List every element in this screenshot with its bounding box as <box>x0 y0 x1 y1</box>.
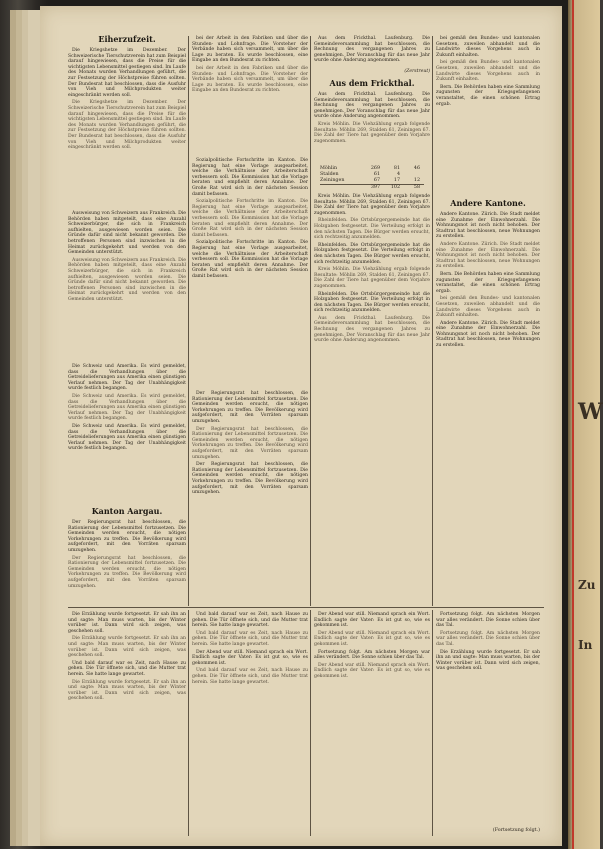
article-paragraph: Der Abend war still. Niemand sprach ein Wort. Endlich sagte der Vater: Es ist gut so, wie es gekommen ist. <box>314 630 430 647</box>
column-rule <box>432 610 433 836</box>
table-cell: 12 <box>413 178 420 183</box>
article-paragraph: Andere Kantone. Zürich. Die Stadt meldet eine Zunahme der Einwohnerzahl. Die Wohnungsnot ist noch nicht behoben. Der Stadtrat hat beschlossen, neue Wohnungen zu erstellen. <box>436 212 540 240</box>
article-column-2-mid <box>192 158 308 388</box>
article-paragraph: Und bald darauf war es Zeit, nach Hause zu gehen. Die Tür öffnete sich, und die Mutter trat herein. Sie hatte lange gewartet. <box>192 668 308 685</box>
article-column-1-low <box>68 364 186 504</box>
article-paragraph: Sozialpolitische Fortschritte im Kanton. Die Regierung hat eine Vorlage ausgearbeitet, welche die Verhältnisse der Arbeiterschaft verbessern soll. Die Kommission hat die Vorlage beraten und empfiehlt deren Annahme. Der Große Rat wird sich in der nächsten Session damit befassen. <box>192 199 308 238</box>
article-column-4-top <box>436 36 540 196</box>
table-row <box>320 184 424 191</box>
table-cell: 17 <box>393 178 400 183</box>
article-paragraph: Rheinfelden. Die Ortsbürgergemeinde hat die Holzgaben festgesetzt. Die Verteilung erfolgt in den nächsten Tagen. Die Bürger werden ersucht, sich rechtzeitig anzumelden. <box>314 291 430 314</box>
margin-red-line <box>572 0 574 849</box>
article-paragraph: Rheinfelden. Die Ortsbürgergemeinde hat die Holzgaben festgesetzt. Die Verteilung erfolgt in den nächsten Tagen. Die Bürger werden ersucht, sich rechtzeitig anzumelden. <box>314 218 430 241</box>
article-paragraph: Und bald darauf war es Zeit, nach Hause zu gehen. Die Tür öffnete sich, und die Mutter trat herein. Sie hatte lange gewartet. <box>192 630 308 647</box>
column-rule <box>188 610 189 836</box>
column-rule <box>310 610 311 836</box>
newspaper-page <box>40 6 562 846</box>
article-paragraph: Der Abend war still. Niemand sprach ein Wort. Endlich sagte der Vater: Es ist gut so, wie es gekommen ist. <box>314 662 430 679</box>
article-column-2-low <box>192 391 308 603</box>
article-paragraph: Der Regierungsrat hat beschlossen, die Rationierung der Lebensmittel fortzusetzen. Die Gemeinden werden ersucht, die nötigen Vorkehrungen zu treffen. Die Bevölkerung wird aufgefordert, mit den Vorräten sparsam umzugehen. <box>192 426 308 460</box>
article-paragraph: bei der Arbeit in den Fabriken und über die Stunden- und Lohnfrage. Die Vorsteher der Verbände haben sich versammelt, um über die Lage zu beraten. Es wurde beschlossen, eine Eingabe an den Bundesrat zu richten. <box>192 36 308 64</box>
feuilleton-column-3 <box>314 612 430 836</box>
article-paragraph: Der Regierungsrat hat beschlossen, die Rationierung der Lebensmittel fortzusetzen. Die Gemeinden werden ersucht, die nötigen Vorkehrungen zu treffen. Die Bevölkerung wird aufgefordert, mit den Vorräten sparsam umzugehen. <box>68 555 186 589</box>
article-paragraph: bei gemäß den Bundes- und kantonalen Gesetzen, zuweilen abhandelt und die Landwirte dieses Vorgehens auch in Zukunft einhalten. <box>436 36 540 58</box>
article-paragraph: Die Erzählung wurde fortgesetzt. Er sah ihn an und sagte: Man muss warten, bis der Winter vorüber ist. Dann wird sich zeigen, was geschehen soll. <box>68 679 186 702</box>
article-column-1-mid <box>68 211 186 361</box>
table-cell: 61 <box>373 172 380 177</box>
headline-eisenpreis: Eiherzufzeit. <box>98 34 156 44</box>
article-paragraph: Die Kriegshetze im Dezember. Der Schweizerische Tierschutzverein hat zum Beispiel darauf hingewiesen, dass die Preise für die wichtigsten Lebensmittel gestiegen sind. Im Laufe des Monats wurden Verhandlungen geführt, die zur Festsetzung der Höchstpreise führen sollten. Der Bundesrat hat beschlossen, dass die Ausfuhr von Vieh und Milchprodukten weiter eingeschränkt werden soll. <box>68 100 187 151</box>
facing-page-letter: Zu <box>578 578 596 592</box>
article-paragraph: Rheinfelden. Die Ortsbürgergemeinde hat die Holzgaben festgesetzt. Die Verteilung erfolgt in den nächsten Tagen. Die Bürger werden ersucht, sich rechtzeitig anzumelden. <box>314 242 430 265</box>
table-cell: 397 <box>370 185 380 190</box>
feuilleton-column-2 <box>192 612 308 836</box>
table-cell-place: Zeiningen <box>320 178 345 183</box>
article-paragraph: Die Kriegshetze im Dezember. Der Schweizerische Tierschutzverein hat zum Beispiel darauf hingewiesen, dass die Preise für die wichtigsten Lebensmittel gestiegen sind. Im Laufe des Monats wurden Verhandlungen geführt, die zur Festsetzung der Höchstpreise führen sollten. Der Bundesrat hat beschlossen, dass die Ausfuhr von Vieh und Milchprodukten weiter eingeschränkt werden soll. <box>68 48 187 98</box>
table-cell: 58 <box>413 185 420 190</box>
article-paragraph: Kreis Möhlin. Die Viehzählung ergab folgende Resultate: Möhlin 269, Stalden 61, Zeiningen 67. Die Zahl der Tiere hat gegenüber dem Vorjahre zugenommen. <box>314 121 430 144</box>
article-paragraph: Die Schweiz und Amerika. Es wird gemeldet, dass die Verhandlungen über die Getreidelieferungen aus Amerika einen günstigen Verlauf nehmen. Der Tag der Unabhängigkeit wurde festlich begangen. <box>68 423 186 452</box>
table-row <box>320 178 424 184</box>
article-paragraph: Fortsetzung folgt. Am nächsten Morgen war alles verändert. Die Sonne schien über das Tal. <box>314 649 430 661</box>
table-cell: 269 <box>370 166 380 171</box>
article-column-4-mid <box>436 212 540 604</box>
article-paragraph: Ausweisung von Schweizern aus Frankreich. Die Behörden haben mitgeteilt, dass eine Anzahl Schweizerbürger, die sich in Frankreich aufhielten, ausgewiesen worden seien. Die Gründe dafür sind nicht bekannt geworden. Die betroffenen Personen sind inzwischen in die Heimat zurückgekehrt und werden von den Gemeinden unterstützt. <box>68 257 186 302</box>
article-paragraph: Andere Kantone. Zürich. Die Stadt meldet eine Zunahme der Einwohnerzahl. Die Wohnungsnot ist noch nicht behoben. Der Stadtrat hat beschlossen, neue Wohnungen zu erstellen. <box>436 241 540 270</box>
table-cell-place <box>320 185 360 191</box>
article-paragraph: Bern. Die Behörden haben eine Sammlung zugunsten der Kriegsgefangenen veranstaltet, die einen schönen Ertrag ergab. <box>436 84 540 107</box>
article-paragraph: Bern. Die Behörden haben eine Sammlung zugunsten der Kriegsgefangenen veranstaltet, die einen schönen Ertrag ergab. <box>436 271 540 294</box>
table-cell: 102 <box>390 185 400 190</box>
facing-page-letter: W <box>578 399 603 425</box>
article-paragraph: Kreis Möhlin. Die Viehzählung ergab folgende Resultate: Möhlin 269, Stalden 61, Zeiningen 67. Die Zahl der Tiere hat gegenüber dem Vorjahre zugenommen. <box>314 194 430 216</box>
headline-frickthal: Aus dem Frickthal. <box>329 78 415 88</box>
continuation-note: (Fortsetzung folgt.) <box>492 828 540 833</box>
article-paragraph: Aus dem Frickthal. Laufenburg. Die Gemeindeversammlung hat beschlossen, die Rechnung des vergangenen Jahres zu genehmigen. Der Voranschlag für das neue Jahr wurde ohne Änderung angenommen. <box>314 315 430 344</box>
article-paragraph: Aus dem Frickthal. Laufenburg. Die Gemeindeversammlung hat beschlossen, die Rechnung des vergangenen Jahres zu genehmigen. Der Voranschlag für das neue Jahr wurde ohne Änderung angenommen. <box>314 92 430 120</box>
column-rule <box>310 36 311 606</box>
article-paragraph: Die Erzählung wurde fortgesetzt. Er sah ihn an und sagte: Man muss warten, bis der Winter vorüber ist. Dann wird sich zeigen, was geschehen soll. <box>68 612 186 634</box>
article-paragraph: Der Regierungsrat hat beschlossen, die Rationierung der Lebensmittel fortzusetzen. Die Gemeinden werden ersucht, die nötigen Vorkehrungen zu treffen. Die Bevölkerung wird aufgefordert, mit den Vorräten sparsam umzugehen. <box>68 520 186 553</box>
livestock-table <box>320 166 424 191</box>
article-signature: (Zerstreut) <box>404 68 430 74</box>
table-cell: 4 <box>396 172 400 177</box>
table-cell: 46 <box>413 166 420 171</box>
article-paragraph: Der Regierungsrat hat beschlossen, die Rationierung der Lebensmittel fortzusetzen. Die Gemeinden werden ersucht, die nötigen Vorkehrungen zu treffen. Die Bevölkerung wird aufgefordert, mit den Vorräten sparsam umzugehen. <box>192 391 308 424</box>
article-paragraph: bei gemäß den Bundes- und kantonalen Gesetzen, zuweilen abhandelt und die Landwirte dieses Vorgehens auch in Zukunft einhalten. <box>436 60 540 83</box>
article-paragraph: Der Regierungsrat hat beschlossen, die Rationierung der Lebensmittel fortzusetzen. Die Gemeinden werden ersucht, die nötigen Vorkehrungen zu treffen. Die Bevölkerung wird aufgefordert, mit den Vorräten sparsam umzugehen. <box>192 462 308 496</box>
feuilleton-column-1 <box>68 612 186 836</box>
feuilleton-column-4 <box>436 612 540 826</box>
article-paragraph: Fortsetzung folgt. Am nächsten Morgen war alles verändert. Die Sonne schien über das Tal. <box>436 612 540 629</box>
article-paragraph: bei der Arbeit in den Fabriken und über die Stunden- und Lohnfrage. Die Vorsteher der Verbände haben sich versammelt, um über die Lage zu beraten. Es wurde beschlossen, eine Eingabe an den Bundesrat zu richten. <box>192 65 308 94</box>
table-cell-place: Stalden <box>320 172 339 177</box>
article-paragraph: bei gemäß den Bundes- und kantonalen Gesetzen, zuweilen abhandelt und die Landwirte dieses Vorgehens auch in Zukunft einhalten. <box>436 296 540 319</box>
article-paragraph: Andere Kantone. Zürich. Die Stadt meldet eine Zunahme der Einwohnerzahl. Die Wohnungsnot ist noch nicht behoben. Der Stadtrat hat beschlossen, neue Wohnungen zu erstellen. <box>436 320 540 349</box>
article-paragraph: Ausweisung von Schweizern aus Frankreich. Die Behörden haben mitgeteilt, dass eine Anzahl Schweizerbürger, die sich in Frankreich aufhielten, ausgewiesen worden seien. Die Gründe dafür sind nicht bekannt geworden. Die betroffenen Personen sind inzwischen in die Heimat zurückgekehrt und werden von den Gemeinden unterstützt. <box>68 211 186 256</box>
article-paragraph: Die Schweiz und Amerika. Es wird gemeldet, dass die Verhandlungen über die Getreidelieferungen aus Amerika einen günstigen Verlauf nehmen. Der Tag der Unabhängigkeit wurde festlich begangen. <box>68 364 186 392</box>
article-column-1-top <box>68 48 186 208</box>
article-paragraph: Sozialpolitische Fortschritte im Kanton. Die Regierung hat eine Vorlage ausgearbeitet, welche die Verhältnisse der Arbeiterschaft verbessern soll. Die Kommission hat die Vorlage beraten und empfiehlt deren Annahme. Der Große Rat wird sich in der nächsten Session damit befassen. <box>192 240 308 279</box>
article-column-3-mid <box>314 92 430 162</box>
article-paragraph: Die Schweiz und Amerika. Es wird gemeldet, dass die Verhandlungen über die Getreidelieferungen aus Amerika einen günstigen Verlauf nehmen. Der Tag der Unabhängigkeit wurde festlich begangen. <box>68 393 186 422</box>
column-rule <box>188 36 189 606</box>
column-rule <box>432 36 433 606</box>
article-column-3-low <box>314 194 430 604</box>
article-paragraph: Der Abend war still. Niemand sprach ein Wort. Endlich sagte der Vater: Es ist gut so, wie es gekommen ist. <box>192 649 308 666</box>
article-paragraph: Sozialpolitische Fortschritte im Kanton. Die Regierung hat eine Vorlage ausgearbeitet, welche die Verhältnisse der Arbeiterschaft verbessern soll. Die Kommission hat die Vorlage beraten und empfiehlt deren Annahme. Der Große Rat wird sich in der nächsten Session damit befassen. <box>192 158 308 197</box>
article-paragraph: Und bald darauf war es Zeit, nach Hause zu gehen. Die Tür öffnete sich, und die Mutter trat herein. Sie hatte lange gewartet. <box>68 660 186 677</box>
section-rule <box>68 607 544 608</box>
article-paragraph: Der Abend war still. Niemand sprach ein Wort. Endlich sagte der Vater: Es ist gut so, wie es gekommen ist. <box>314 612 430 629</box>
headline-andere-kantone: Andere Kantone. <box>450 198 526 208</box>
article-column-3-top <box>314 36 430 76</box>
headline-aargau: Kanton Aargau. <box>91 506 163 516</box>
article-paragraph: Und bald darauf war es Zeit, nach Hause zu gehen. Die Tür öffnete sich, und die Mutter trat herein. Sie hatte lange gewartet. <box>192 612 308 629</box>
article-paragraph: Die Erzählung wurde fortgesetzt. Er sah ihn an und sagte: Man muss warten, bis der Winter vorüber ist. Dann wird sich zeigen, was geschehen soll. <box>436 649 540 672</box>
table-cell: 81 <box>393 166 400 171</box>
article-paragraph: Fortsetzung folgt. Am nächsten Morgen war alles verändert. Die Sonne schien über das Tal. <box>436 630 540 647</box>
article-column-2-top <box>192 36 308 156</box>
article-paragraph: Aus dem Frickthal. Laufenburg. Die Gemeindeversammlung hat beschlossen, die Rechnung des vergangenen Jahres zu genehmigen. Der Voranschlag für das neue Jahr wurde ohne Änderung angenommen. <box>314 36 430 64</box>
article-paragraph: Die Erzählung wurde fortgesetzt. Er sah ihn an und sagte: Man muss warten, bis der Winter vorüber ist. Dann wird sich zeigen, was geschehen soll. <box>68 636 186 659</box>
table-cell-place: Möhlin <box>320 166 338 171</box>
facing-page-letter: In <box>578 638 593 652</box>
table-cell: 67 <box>373 178 380 183</box>
article-column-1-aargau <box>68 520 186 604</box>
article-paragraph: Kreis Möhlin. Die Viehzählung ergab folgende Resultate: Möhlin 269, Stalden 61, Zeiningen 67. Die Zahl der Tiere hat gegenüber dem Vorjahre zugenommen. <box>314 267 430 289</box>
